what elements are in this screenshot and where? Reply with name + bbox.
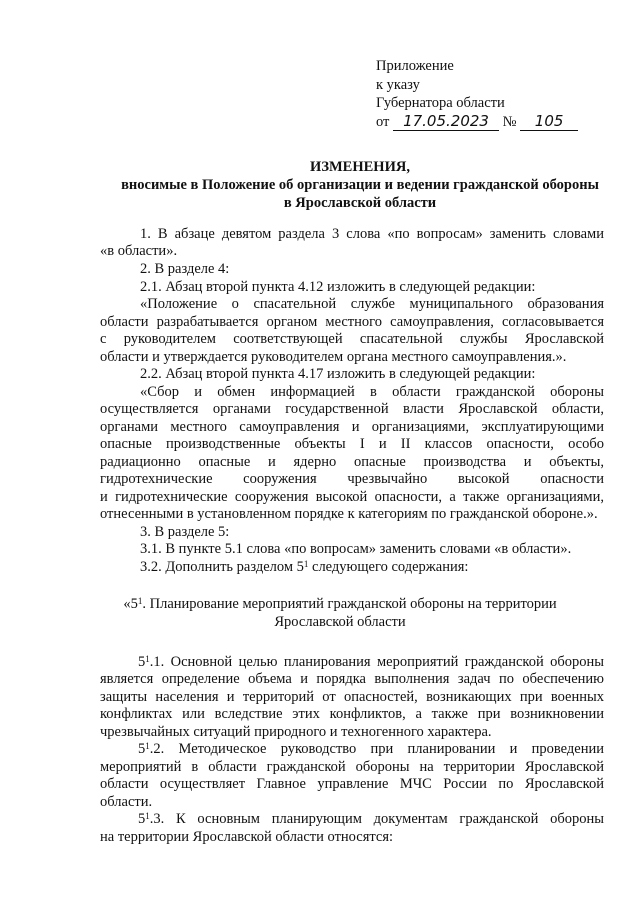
clause-line: чрезвычайных ситуаций природного и техногенного характера. xyxy=(100,724,492,740)
body-line: с руководителем соответствующей спасательной службы Ярославской xyxy=(100,331,604,347)
clause-number: 5 xyxy=(138,654,146,670)
clause-line: области осуществляет Главное управление МЧС России по Ярославской xyxy=(100,776,604,792)
clause-line xyxy=(138,741,604,759)
body-line: осуществляется органами государственной власти Ярославской области, xyxy=(100,401,604,417)
clause-line: на территории Ярославской области относятся: xyxy=(100,829,394,845)
clause-number: 5 xyxy=(138,741,146,757)
body-line: «Сбор и обмен информацией в области гражданской обороны xyxy=(140,384,604,400)
clause-line xyxy=(138,654,604,672)
section-heading-text: . Планирование мероприятий гражданской обороны на территории xyxy=(142,596,557,612)
superscript: 1 xyxy=(145,654,150,664)
body-line: радиационно опасные и ядерно опасные производства и объекты, xyxy=(100,454,604,470)
document-subtitle-1: вносимые в Положение об организации и ведении гражданской обороны xyxy=(121,177,599,193)
body-line: гидротехнические сооружения чрезвычайно высокой опасности xyxy=(100,471,604,487)
appendix-line-1: Приложение xyxy=(376,58,454,74)
superscript: 1 xyxy=(145,811,150,821)
clause-text: .1. Основной целью планирования мероприятий гражданской обороны xyxy=(149,654,604,670)
section-heading-1 xyxy=(80,596,600,614)
body-line: 3. В разделе 5: xyxy=(140,524,230,540)
clause-text: .2. Методическое руководство при планировании и проведении xyxy=(149,741,604,757)
section-open: «5 xyxy=(123,596,138,612)
appendix-block xyxy=(376,57,578,131)
body-line: 3.1. В пункте 5.1 слова «по вопросам» заменить словами «в области». xyxy=(140,541,572,557)
clause-line: защиты населения и территорий от опасностей, возникающих при военных xyxy=(100,689,604,705)
body-line xyxy=(140,559,604,577)
appendix-line-3: Губернатора области xyxy=(376,95,505,111)
superscript: 1 xyxy=(137,596,143,606)
body-line: 2.1. Абзац второй пункта 4.12 изложить в следующей редакции: xyxy=(140,279,536,295)
clause-line: является определение объема и порядка выполнения задач по обеспечению xyxy=(100,671,604,687)
clause-line: конфликтах или вследствие этих конфликтов, а также при возникновении xyxy=(100,706,604,722)
body-line: 2. В разделе 4: xyxy=(140,261,230,277)
body-line: и гидротехнические сооружения высокой опасности, а также организациями, xyxy=(100,489,604,505)
handwritten-date: 17.05.2023 xyxy=(393,113,499,131)
body-line: области разрабатывается органом местного самоуправления, согласовывается xyxy=(100,314,604,330)
clause-text: .3. К основным планирующим документам гражданской обороны xyxy=(149,811,604,827)
body-text: 3.2. Дополнить разделом 5 xyxy=(140,559,304,575)
appendix-date-line xyxy=(376,113,578,132)
clause-line: мероприятий в области гражданской обороны на территории Ярославской xyxy=(100,759,604,775)
clause-line xyxy=(138,811,604,829)
clause-number: 5 xyxy=(138,811,146,827)
document-title: ИЗМЕНЕНИЯ, xyxy=(310,159,410,175)
superscript: 1 xyxy=(303,559,309,569)
body-line: органами местного самоуправления и организациями, эксплуатирующими xyxy=(100,419,604,435)
date-prefix: от xyxy=(376,113,390,130)
body-line: 2.2. Абзац второй пункта 4.17 изложить в следующей редакции: xyxy=(140,366,536,382)
body-text: следующего содержания: xyxy=(308,559,469,575)
body-line: «в области». xyxy=(100,243,178,259)
clause-line: области. xyxy=(100,794,153,810)
body-line: 1. В абзаце девятом раздела 3 слова «по вопросам» заменить словами xyxy=(140,226,604,242)
body-line: опасные производственные объекты I и II классов опасности, особо xyxy=(100,436,604,452)
body-line: области и утверждается руководителем органа местного самоуправления.». xyxy=(100,349,567,365)
handwritten-number: 105 xyxy=(520,113,578,131)
body-line: отнесенными в установленном порядке к категориям по гражданской обороне.». xyxy=(100,506,598,522)
superscript: 1 xyxy=(145,741,150,751)
document-subtitle-2: в Ярославской области xyxy=(283,195,437,211)
number-prefix: № xyxy=(502,113,517,130)
section-heading-2: Ярославской области xyxy=(274,614,406,630)
body-line: «Положение о спасательной службе муниципального образования xyxy=(140,296,604,312)
appendix-line-2: к указу xyxy=(376,76,420,93)
